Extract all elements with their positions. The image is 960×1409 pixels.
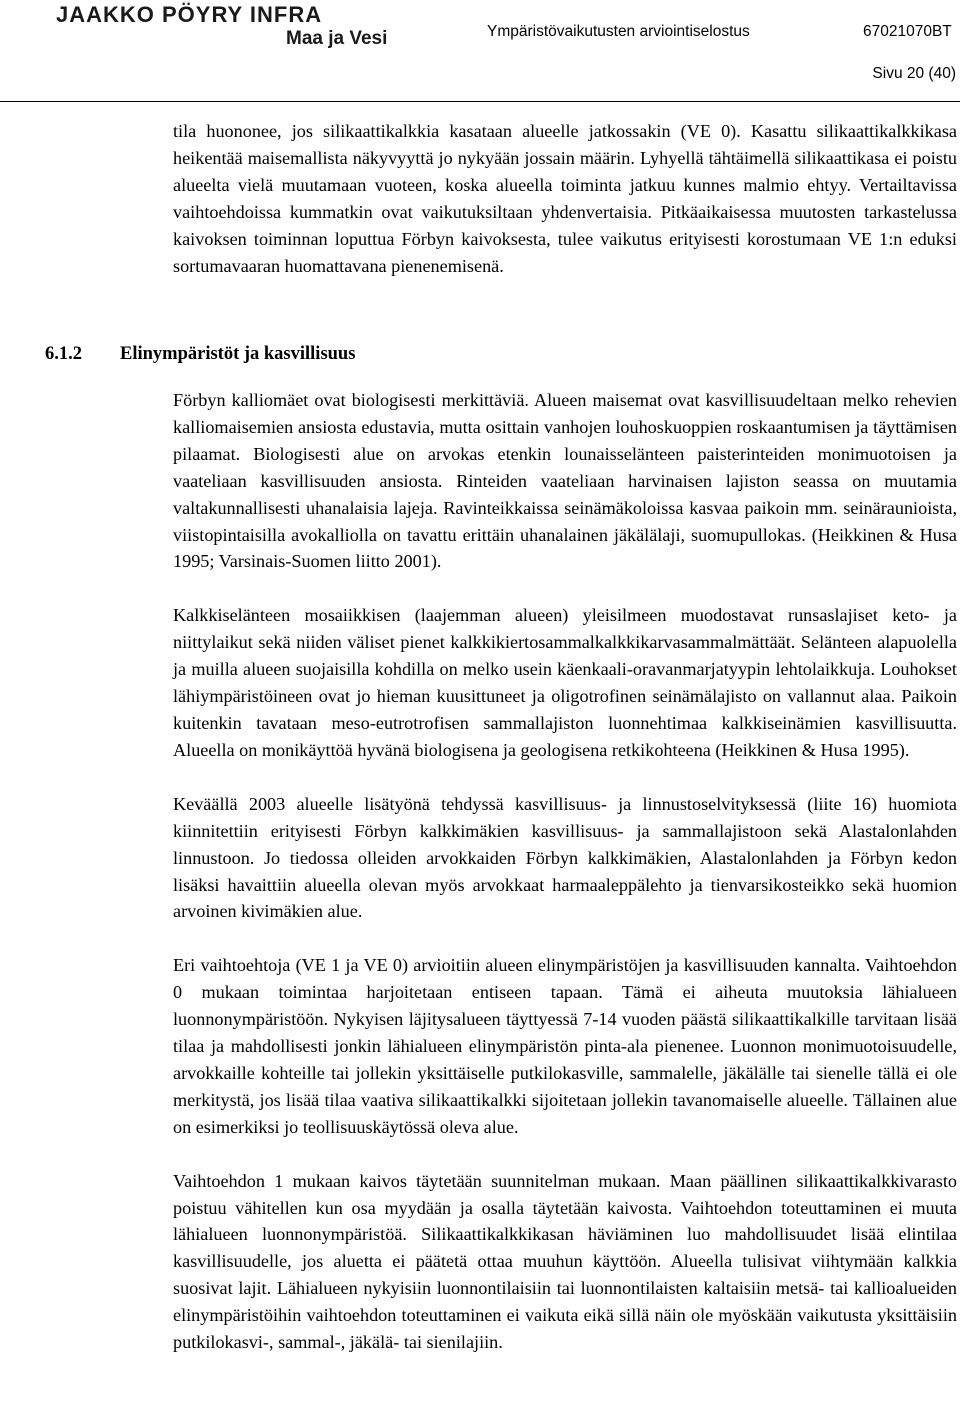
intro-section — [173, 118, 957, 279]
body-paragraph: Eri vaihtoehtoja (VE 1 ja VE 0) arvioitiin alueen elinympäristöjen ja kasvillisuuden kannalta. Vaihtoehdon 0 mukaan toimintaa harjoitetaan entiseen tapaan. Tämä ei aiheuta muutoksia lähialueen luonnonympäristöön. Nykyisen läjitysalueen täyttyessä 7-14 vuoden päästä silikaattikalkille tarvitaan lisää tilaa ja mahdollisesti jonkin lähialueen elinympäristön pinta-ala pienenee. Luonnon monimuotoisuudelle, arvokkaille kohteille tai jollekin yksittäiselle putkilokasville, sammalelle, jäkälälle tai sienelle tällä ei ole merkitystä, jos lisää tilaa vaativa silikaattikalkki sijoitetaan jollekin tavanomaiselle alueelle. Tällainen alue on esimerkiksi jo teollisuuskäytössä oleva alue. — [173, 955, 957, 1137]
section-title: Elinympäristöt ja kasvillisuus — [120, 344, 356, 364]
intro-paragraph: tila huononee, jos silikaattikalkkia kasataan alueelle jatkossakin (VE 0). Kasattu silikaattikalkkikasa heikentää maisemallista näkyvyyttä jo nykyään jossain määrin. Lyhyellä tähtäimellä silikaattikasa ei poistu alueelta vielä muutamaan vuoteen, koska alueella toiminta jatkuu kunnes malmio ehtyy. Vertailtavissa vaihtoehdoissa kummatkin ovat vaikutuksiltaan yhdenvertaisia. Pitkäaikaisessa muutosten tarkastelussa kaivoksen toiminnan loputtua Förbyn kaivoksesta, tulee vaikutus erityisesti korostumaan VE 1:n eduksi sortumavaaran huomattavana pienenemisenä. — [173, 121, 957, 276]
page-number: Sivu 20 (40) — [872, 65, 956, 82]
body-paragraph: Vaihtoehdon 1 mukaan kaivos täytetään suunnitelman mukaan. Maan päällinen silikaattikalkkivarasto poistuu vähitellen kun osa myydään ja osalla täytetään kaivosta. Vaihtoehdon toteuttaminen ei muuta lähialueen luonnonympäristöä. Silikaattikalkkikasan häviäminen luo mahdollisuudet lisää elintilaa kasvillisuudelle, jos aluetta ei päätetä ottaa muuhun käyttöön. Alueella tulisivat viihtymään kalkkia suosivat lajit. Lähialueen nykyisiin luonnontilaisiin tai luonnontilaisten kaltaisiin metsä- tai kallioalueiden elinympäristöihin vaihtoehdon toteuttaminen ei vaikuta eikä sillä näin ole myöskään vaikutusta yksittäisiin putkilokasvi-, sammal-, jäkälä- tai sienilajiin. — [173, 1170, 957, 1353]
section-number: 6.1.2 — [45, 344, 82, 364]
body-paragraph: Förbyn kalliomäet ovat biologisesti merkittäviä. Alueen maisemat ovat kasvillisuudeltaan melko rehevien kalliomaisemien ansiosta edustavia, mutta osittain vanhojen louhoskuoppien roskaantumisen ja täyttämisen pilaamat. Biologisesti alue on arvokas etenkin lounaisselänteen paisterinteiden monimuotoisen ja vaateliaan kasvillisuuden ansiosta. Rinteiden vaateliaan harvinaisen lajiston seassa on muutamia valtakunnallisesti uhanalaisia lajeja. Ravinteikkaissa seinämäkoloissa kasvaa paikoin mm. seinäraunioista, viistopintaisilla avokalliolla on tavattu erittäin uhanalainen jäkälälaji, suomupullokas. (Heikkinen & Husa 1995; Varsinais-Suomen liitto 2001). — [173, 390, 957, 572]
header-divider — [0, 101, 960, 102]
logo-company-name: JAAKKO PÖYRY INFRA — [56, 2, 323, 27]
logo-division-name: Maa ja Vesi — [286, 28, 388, 49]
body-paragraph: Kalkkiselänteen mosaiikkisen (laajemman alueen) yleisilmeen muodostavat runsaslajiset keto- ja niittylaikut sekä niiden väliset pienet kalkkikiertosammalkalkkikarvasammalmättäät. Selänteen alapuolella ja muilla alueen suojaisilla kohdilla on melko usein käenkaali-oravanmarjatyypin lehtolaikkuja. Louhokset lähiympäristöineen ovat jo hieman kuusittuneet ja oligotrofinen seinämälajisto on vallannut alaa. Paikoin kuitenkin tavataan meso-eutrotrofisen sammallajiston luonnehtimaa kalkkiseinämien kasvillisuutta. Alueella on monikäyttöä hyvänä biologisena ja geologisena retkikohteena (Heikkinen & Husa 1995). — [173, 605, 957, 760]
page-header — [0, 0, 960, 100]
body-paragraph: Keväällä 2003 alueelle lisätyönä tehdyssä kasvillisuus- ja linnustoselvityksessä (liite 16) huomiota kiinnitettiin erityisesti Förbyn kalkkimäkien kasvillisuus- ja sammallajistoon sekä Alastalonlahden linnustoon. Jo tiedossa olleiden arvokkaiden Förbyn kalkkimäkien, Alastalonlahden ja Förbyn kedon lisäksi havaittiin alueella olevan myös arvokkaat harmaaleppälehto ja tienvarsikosteikko sekä huomion arvoinen kivimäkien alue. — [173, 793, 957, 922]
section-body — [173, 387, 957, 1383]
company-logo — [56, 2, 386, 52]
section-heading — [45, 344, 355, 365]
document-number: 67021070BT — [863, 23, 952, 40]
document-title: Ympäristövaikutusten arviointiselostus — [487, 23, 750, 40]
